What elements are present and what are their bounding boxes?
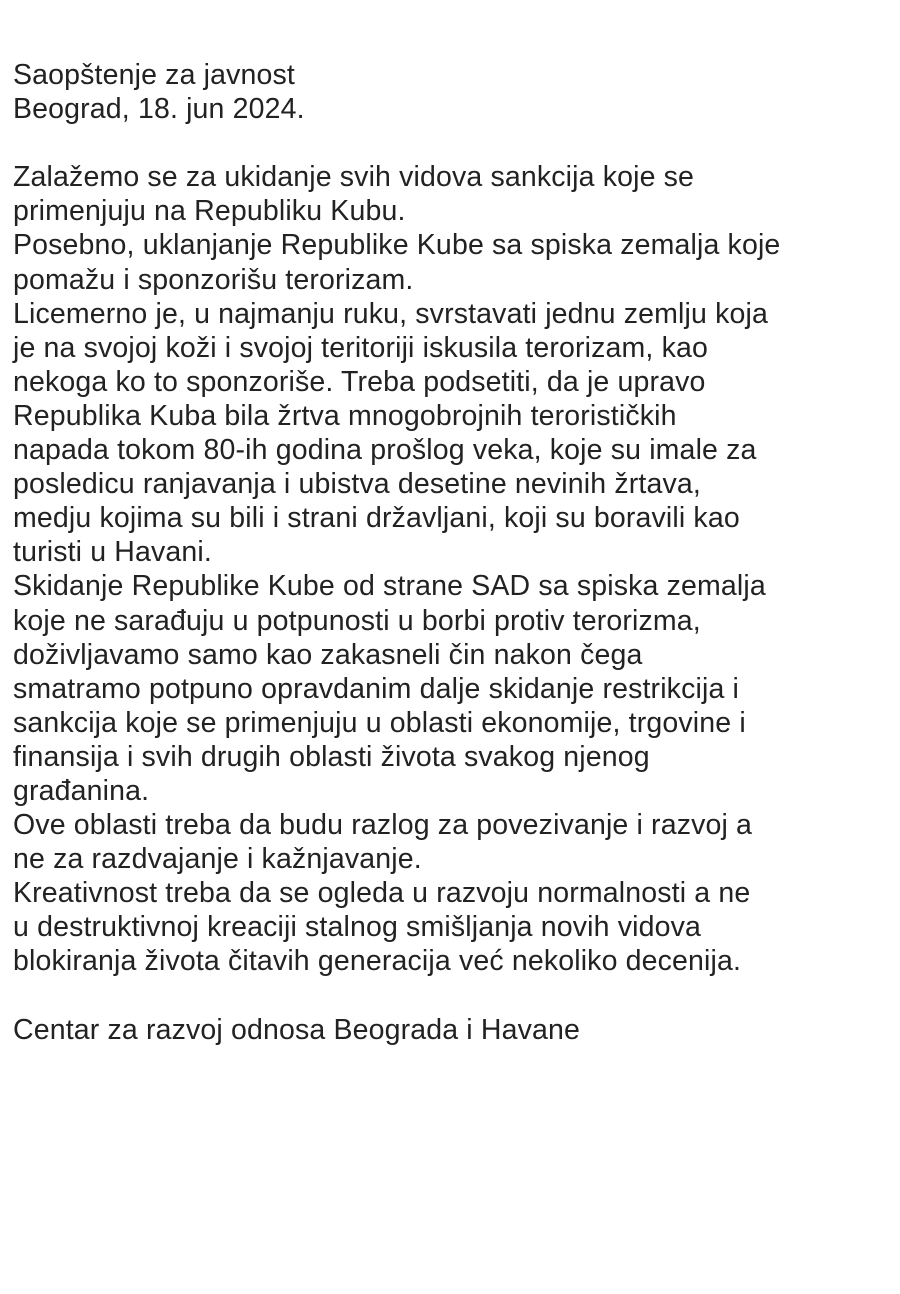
paragraph-gap bbox=[13, 979, 900, 1013]
press-release-signature bbox=[13, 1013, 900, 1047]
body-line: smatramo potpuno opravdanim dalje skidanje restrikcija i bbox=[13, 672, 739, 705]
place-and-date: Beograd, 18. jun 2024. bbox=[13, 93, 305, 126]
press-release-body bbox=[13, 160, 900, 978]
body-line: posledicu ranjavanja i ubistva desetine nevinih žrtava, bbox=[13, 468, 701, 501]
body-line: finansija i svih drugih oblasti života svakog njenog bbox=[13, 740, 650, 773]
document-title: Saopštenje za javnost bbox=[13, 59, 295, 91]
body-line: nekoga ko to sponzoriše. Treba podsetiti, da je upravo bbox=[13, 365, 706, 398]
body-line: Ove oblasti treba da budu razlog za povezivanje i razvoj a bbox=[13, 809, 753, 842]
body-line: Zalažemo se za ukidanje svih vidova sankcija koje se bbox=[13, 161, 695, 194]
body-line: napada tokom 80-ih godina prošlog veka, koje su imale za bbox=[13, 434, 757, 467]
body-line: doživljavamo samo kao zakasneli čin nakon čega bbox=[13, 638, 643, 671]
body-line: u destruktivnoj kreaciji stalnog smišljanja novih vidova bbox=[13, 911, 701, 944]
body-line: pomažu i sponzorišu terorizam. bbox=[13, 263, 414, 296]
body-line: Licemerno je, u najmanju ruku, svrstavati jednu zemlju koja bbox=[13, 297, 768, 330]
body-line: je na svojoj koži i svojoj teritoriji iskusila terorizam, kao bbox=[13, 331, 708, 364]
body-line: medju kojima su bili i strani državljani, koji su boravili kao bbox=[13, 502, 740, 535]
body-line: Republika Kuba bila žrtva mnogobrojnih terorističkih bbox=[13, 399, 677, 432]
body-line: sankcija koje se primenjuju u oblasti ekonomije, trgovine i bbox=[13, 706, 746, 739]
body-line: Kreativnost treba da se ogleda u razvoju normalnosti a ne bbox=[13, 877, 751, 910]
body-line: Posebno, uklanjanje Republike Kube sa spiska zemalja koje bbox=[13, 229, 781, 262]
body-line: ne za razdvajanje i kažnjavanje. bbox=[13, 843, 422, 876]
body-line: Skidanje Republike Kube od strane SAD sa spiska zemalja bbox=[13, 570, 766, 603]
signature-organization: Centar za razvoj odnosa Beograda i Havane bbox=[13, 1013, 580, 1046]
body-line: koje ne sarađuju u potpunosti u borbi protiv terorizma, bbox=[13, 604, 701, 637]
press-release-header bbox=[13, 58, 900, 126]
body-line: građanina. bbox=[13, 774, 150, 807]
body-line: blokiranja života čitavih generacija već nekoliko decenija. bbox=[13, 945, 742, 978]
paragraph-gap bbox=[13, 126, 900, 160]
body-line: turisti u Havani. bbox=[13, 536, 212, 569]
body-line: primenjuju na Republiku Kubu. bbox=[13, 195, 406, 228]
